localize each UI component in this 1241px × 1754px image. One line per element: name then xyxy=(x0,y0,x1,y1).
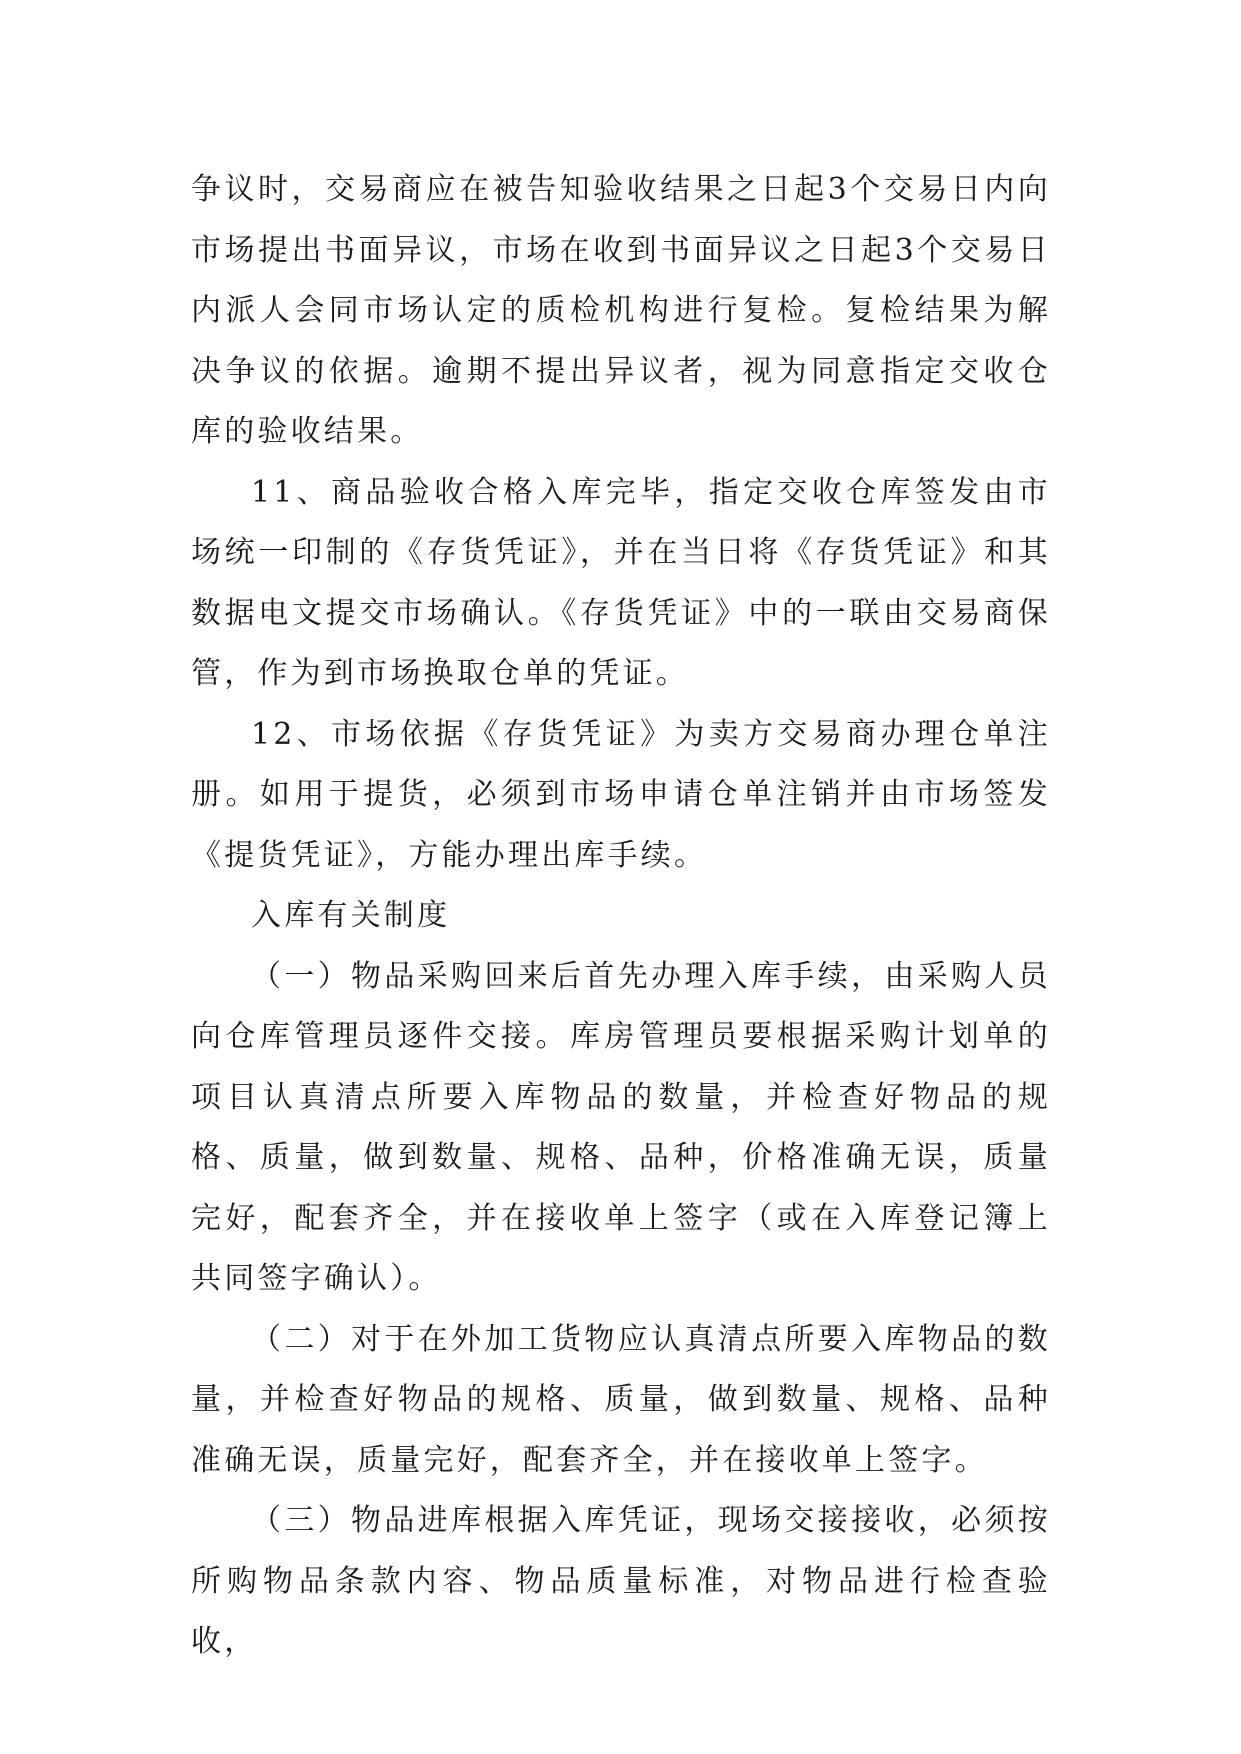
paragraph-rule-three: （三）物品进库根据入库凭证，现场交接接收，必须按所购物品条款内容、物品质量标准，对物品进行检查验收， xyxy=(191,1503,1051,1659)
paragraph-item-12: 12、市场依据《存货凭证》为卖方交易商办理仓单注册。如用于提货，必须到市场申请仓单注销并由市场签发《提货凭证》，方能办理出库手续。 xyxy=(191,716,1051,873)
paragraph-rule-one: （一）物品采购回来后首先办理入库手续，由采购人员向仓库管理员逐件交接。库房管理员要根据采购计划单的项目认真清点所要入库物品的数量，并检查好物品的规格、质量，做到数量、规格、品种，价格准确无误，质量完好，配套齐全，并在接收单上签字（或在入库登记簿上共同签字确认）。 xyxy=(191,958,1051,1296)
document-body xyxy=(191,160,1051,1673)
section-heading: 入库有关制度 xyxy=(251,898,451,933)
paragraph-dispute-continuation: 争议时，交易商应在被告知验收结果之日起3个交易日内向市场提出书面异议，市场在收到书面异议之日起3个交易日内派人会同市场认定的质检机构进行复检。复检结果为解决争议的依据。逾期不提出异议者，视为同意指定交收仓库的验收结果。 xyxy=(191,172,1051,449)
paragraph-item-11: 11、商品验收合格入库完毕，指定交收仓库签发由市场统一印制的《存货凭证》，并在当日将《存货凭证》和其数据电文提交市场确认。《存货凭证》中的一联由交易商保管，作为到市场换取仓单的凭证。 xyxy=(191,474,1051,691)
paragraph-rule-two: （二）对于在外加工货物应认真清点所要入库物品的数量，并检查好物品的规格、质量，做到数量、规格、品种准确无误，质量完好，配套齐全，并在接收单上签字。 xyxy=(191,1321,1051,1478)
